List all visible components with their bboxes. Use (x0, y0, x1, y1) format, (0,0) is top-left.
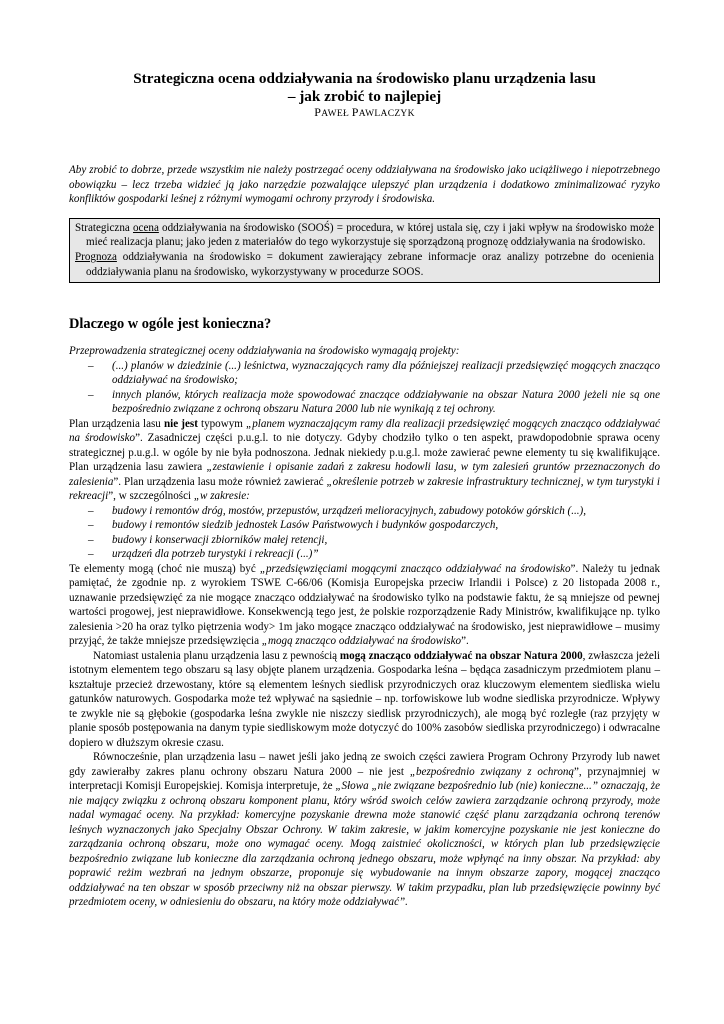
infrastructure-list (69, 504, 660, 562)
author-name: PAWEŁ PAWLACZYK (314, 105, 415, 119)
definition-ocena: Strategiczna ocena oddziaływania na środowisko (SOOŚ) = procedura, w której ustala się, czy i jaki wpływ na środowisko może mieć realizacja planu; jako jeden z materiałów do tego wykorzystuje się sporządzoną prognozę oddziaływania na środowisko. (75, 221, 654, 249)
lead-paragraph: Przeprowadzenia strategicznej oceny oddziaływania na środowisko wymagają projekty: (69, 345, 460, 358)
document-title (69, 70, 660, 106)
list-item: – innych planów, których realizacja może spowodować znaczące oddziaływanie na obszar Natura 2000 jeżeli nie są one bezpośrednio związane z ochroną obszaru Natura 2000 lub nie wynikają z tej ochrony. (112, 388, 660, 417)
paragraph-elements: Te elementy mogą (choć nie muszą) być „przedsięwzięciami mogącymi znacząco oddziaływać na środowisko”. Należy tu jednak pamiętać, że zgodnie np. z wyrokiem TSWE C-66/06 (Komisja Europejska przeciw Irlandii i Polsce) z 20 listopada 2008 r., uznawanie przedsięwzięć za nie mogące znacząco oddziaływać na środowisko tylko na podstawie faktu, że są mniejsze od pewnej wartości progowej, jest nieprawidłowe. Konsekwencją tego jest, że polskie rozporządzenie Rady Ministrów, kwalifikujące np. tylko zalesienia >20 ha oraz tylko piętrzenia wody> 1m jako mogące znacząco oddziaływać na środowisko, jest nieprawidłowe – musimy przyjąć, że także mniejsze przedsięwzięcia „mogą znacząco oddziaływać na środowisko”. (69, 562, 660, 648)
definition-prognoza: Prognoza oddziaływania na środowisko = dokument zawierający zebrane informacje oraz analizy potrzebne do ocenienia oddziaływania planu na środowisko, wykorzystywany w procedurze SOOS. (75, 251, 654, 278)
paragraph-natura: Natomiast ustalenia planu urządzenia lasu z pewnością mogą znacząco oddziaływać na obszar Natura 2000, zwłaszcza jeżeli istotnym elementem tego obszaru są lasy objęte planem urządzenia. Gospodarka leśna – będąca zasadniczym przedmiotem planu – kształtuje przecież drzewostany, które są elementem leśnych siedlisk przyrodniczych oraz kluczowym elementem siedliska wielu gatunków naturowych. Gospodarka może też wpływać na sąsiednie – np. torfowiskowe lub wodne siedliska przyrodnicze. Wpływy te zwykle nie są głębokie (gospodarka leśna zwykle nie niszczy siedlisk przyrodniczych), ale mogą być rozległe (raz przyjęty w planie sposób postępowania na danym typie siedliskowym może dotyczyć do 100% zasobów siedliska przyrodniczego) i odwracalne dopiero w dłuższym okresie czasu. (69, 649, 660, 749)
definitions-box (69, 218, 660, 283)
list-item: – urządzeń dla potrzeb turystyki i rekreacji (...)” (112, 547, 660, 562)
title-line-2: – jak zrobić to najlepiej (287, 88, 442, 105)
section-heading: Dlaczego w ogóle jest konieczna? (69, 316, 272, 333)
paragraph-plan: Plan urządzenia lasu nie jest typowym „planem wyznaczającym ramy dla realizacji przedsięwzięć mogących znacząco oddziaływać na środowisko”. Zasadniczej części p.u.g.l. to nie dotyczy. Gdyby chodziło tylko o ten aspekt, prawdopodobnie sprawa oceny strategicznej p.u.g.l. w ogóle by nie była podnoszona. Jednak niekiedy p.u.g.l. może zawierać pewne elementy tu się kwalifikujące. Plan urządzenia lasu zawiera „zestawienie i opisanie zadań z zakresu hodowli lasu, w tym zalesień gruntów przeznaczonych do zalesienia”. Plan urządzenia lasu może również zawierać „określenie potrzeb w zakresie infrastruktury technicznej, w tym turystyki i rekreacji”, w szczególności „w zakresie: (69, 417, 660, 503)
list-item: – budowy i remontów siedzib jednostek Lasów Państwowych i budynków gospodarczych, (112, 518, 660, 533)
plans-list (69, 359, 660, 417)
document-page (69, 70, 660, 910)
title-line-1: Strategiczna ocena oddziaływania na środowisko planu urządzenia lasu (133, 70, 596, 87)
paragraph-simultaneously: Równocześnie, plan urządzenia lasu – nawet jeśli jako jedną ze swoich części zawiera Program Ochrony Przyrody lub nawet gdy zawierałby zakres planu ochrony obszaru Natura 2000 – nie jest „bezpośrednio związany z ochroną”, przynajmniej w interpretacji Komisji Europejskiej. Komisja interpretuje, że „Słowa „nie związane bezpośrednio lub (nie) konieczne...” oznaczają, że nie mający związku z ochroną obszaru komponent planu, który wśród swoich celów zawiera zarządzanie ochroną przyrody, może nadal wymagać oceny. Na przykład: komercyjne pozyskanie drewna może stanowić część planu zarządzania ochroną terenów leśnych wyznaczonych jako Specjalny Obszar Ochrony. W takim zakresie, w jakim komercyjne pozyskanie nie jest konieczne do zarządzania ochroną obszaru, może ono wymagać oceny. Mogą zaistnieć okoliczności, w których plan lub przedsięwzięcie bezpośrednio związane lub konieczne dla zarządzania ochroną jednego obszaru, może wpłynąć na inny obszar. Na przykład: aby poprawić reżim wezbrań na jednym obszarze, proponuje się wybudowanie na innym obszarze zapory, mogącej znacząco oddziaływać na ten obszar w sposób przeciwny niż na obszar pierwszy. W takim przypadku, plan lub przedsięwzięcie powinny być przedmiotem oceny, w odniesieniu do obszaru, na który może oddziaływać”. (69, 751, 661, 909)
list-item: – budowy i remontów dróg, mostów, przepustów, urządzeń melioracyjnych, zabudowy potoków górskich (...), (112, 504, 660, 519)
section-body (69, 344, 660, 910)
list-item: – budowy i konserwacji zbiorników małej retencji, (112, 533, 660, 548)
intro-paragraph: Aby zrobić to dobrze, przede wszystkim nie należy postrzegać oceny oddziaływana na środowisko jako uciążliwego i niepotrzebnego obowiązku – lecz trzeba widzieć ją jako narzędzie pozwalające ulepszyć plan urządzenia i dodatkowo zminimalizować ryzyko konfliktów gospodarki leśnej z różnymi wymogami ochrony przyrody i środowiska. (69, 164, 660, 206)
list-item: – (...) planów w dziedzinie (...) leśnictwa, wyznaczających ramy dla późniejszej realizacji przedsięwzięć mogących znacząco oddziaływać na środowisko; (112, 359, 660, 388)
